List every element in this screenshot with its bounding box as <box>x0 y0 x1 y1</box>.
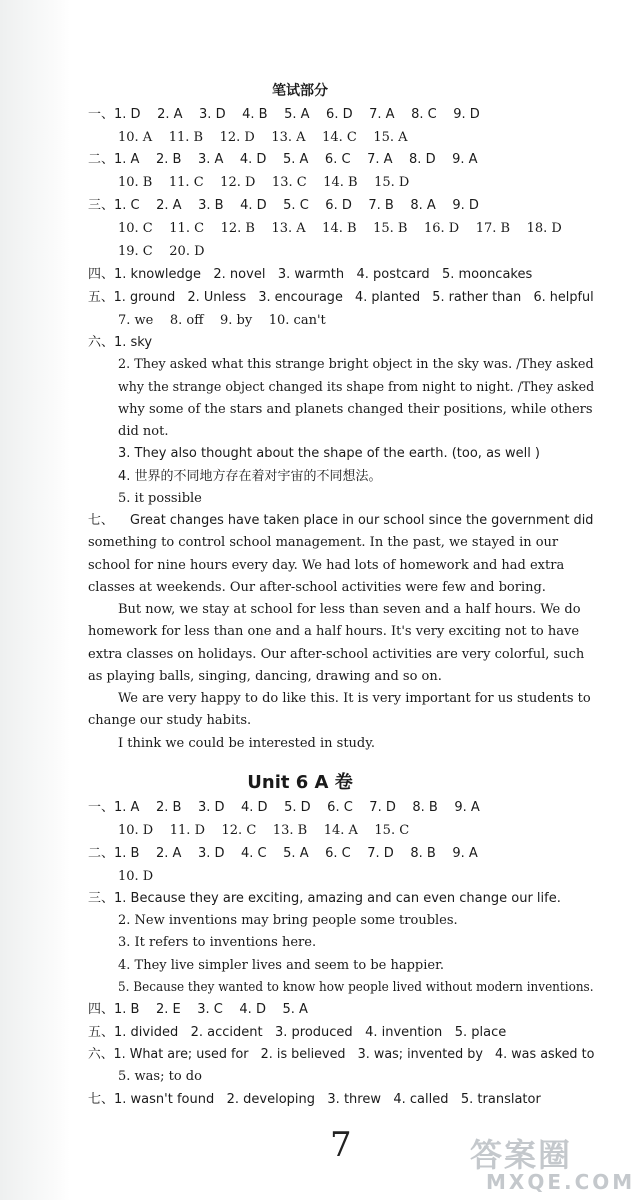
watermark-logo <box>470 1130 635 1194</box>
answer-line: 3. They also thought about the shape of the earth. (too, as well ) <box>118 446 541 461</box>
answer-line: 三、1. Because they are exciting, amazing and can even change our life. <box>88 891 561 906</box>
answer-line: 10. B 11. C 12. D 13. C 14. B 15. D <box>118 175 410 190</box>
essay-line: homework for less than one and a half hours. It's very exciting not to have <box>88 624 580 639</box>
answer-line: 5. was; to do <box>118 1069 202 1084</box>
answer-line: 六、1. sky <box>88 335 153 350</box>
answer-line: 六、1. What are; used for 2. is believed 3. was; invented by 4. was asked to <box>88 1047 595 1062</box>
answer-line: 五、1. ground 2. Unless 3. encourage 4. planted 5. rather than 6. helpful <box>88 290 594 305</box>
answer-line: 4. They live simpler lives and seem to be happier. <box>118 958 445 973</box>
answer-line: 2. They asked what this strange bright object in the sky was. /They asked <box>118 357 594 372</box>
page-number: 7 <box>330 1125 352 1165</box>
answer-line: 四、1. B 2. E 3. C 4. D 5. A <box>88 1002 308 1017</box>
answer-line: 一、1. A 2. B 3. D 4. D 5. D 6. C 7. D 8. B 9. A <box>88 800 480 815</box>
answer-line: 五、1. divided 2. accident 3. produced 4. invention 5. place <box>88 1025 507 1040</box>
essay-line: something to control school management. In the past, we stayed in our <box>88 535 559 550</box>
answer-line: 七、1. wasn't found 2. developing 3. threw 4. called 5. translator <box>88 1092 541 1107</box>
answer-line: did not. <box>118 424 169 439</box>
answer-line: 5. it possible <box>118 491 202 506</box>
essay-line: change our study habits. <box>88 713 252 728</box>
essay-line: We are very happy to do like this. It is very important for us students to <box>118 691 591 706</box>
essay-line: extra classes on holidays. Our after-school activities are very colorful, such <box>88 647 585 662</box>
answer-line: 三、1. C 2. A 3. B 4. D 5. C 6. D 7. B 8. A 9. D <box>88 198 479 213</box>
essay-line: But now, we stay at school for less than seven and a half hours. We do <box>118 602 581 617</box>
answer-line: 4. 世界的不同地方存在着对宇宙的不同想法。 <box>118 469 382 484</box>
answer-line: 2. New inventions may bring people some troubles. <box>118 913 458 928</box>
essay-line: 七、 Great changes have taken place in our school since the government did <box>88 513 594 528</box>
essay-line: as playing balls, singing, dancing, drawing and so on. <box>88 669 442 684</box>
answer-line: 19. C 20. D <box>118 244 205 259</box>
answer-line: 5. Because they wanted to know how people lived without modern inventions. <box>118 980 594 995</box>
answer-line: 二、1. A 2. B 3. A 4. D 5. A 6. C 7. A 8. D 9. A <box>88 152 478 167</box>
answer-line: why the strange object changed its shape from night to night. /They asked <box>118 380 595 395</box>
answer-line: 3. It refers to inventions here. <box>118 935 317 950</box>
essay-line: school for nine hours every day. We had lots of homework and had extra <box>88 558 565 573</box>
answer-line: 二、1. B 2. A 3. D 4. C 5. A 6. C 7. D 8. B 9. A <box>88 846 478 861</box>
unit-title: Unit 6 A 卷 <box>247 772 353 793</box>
essay-line: classes at weekends. Our after-school activities were few and boring. <box>88 580 546 595</box>
binding-shadow <box>0 0 70 1200</box>
answer-line: 10. A 11. B 12. D 13. A 14. C 15. A <box>118 130 408 145</box>
watermark-main-text: 答案圈 <box>470 1136 573 1174</box>
answer-line: 7. we 8. off 9. by 10. can't <box>118 313 326 328</box>
answer-line: 10. C 11. C 12. B 13. A 14. B 15. B 16. D 17. B 18. D <box>118 221 562 236</box>
answer-line: 四、1. knowledge 2. novel 3. warmth 4. postcard 5. mooncakes <box>88 267 533 282</box>
answer-line: why some of the stars and planets changed their positions, while others <box>118 402 593 417</box>
written-section-title: 笔试部分 <box>272 83 328 99</box>
answer-line: 一、1. D 2. A 3. D 4. B 5. A 6. D 7. A 8. C 9. D <box>88 107 480 122</box>
answer-line: 10. D <box>118 869 154 884</box>
watermark-sub-text: MXQE.COM <box>486 1170 635 1194</box>
answer-line: 10. D 11. D 12. C 13. B 14. A 15. C <box>118 823 410 838</box>
essay-line: I think we could be interested in study. <box>118 736 375 751</box>
